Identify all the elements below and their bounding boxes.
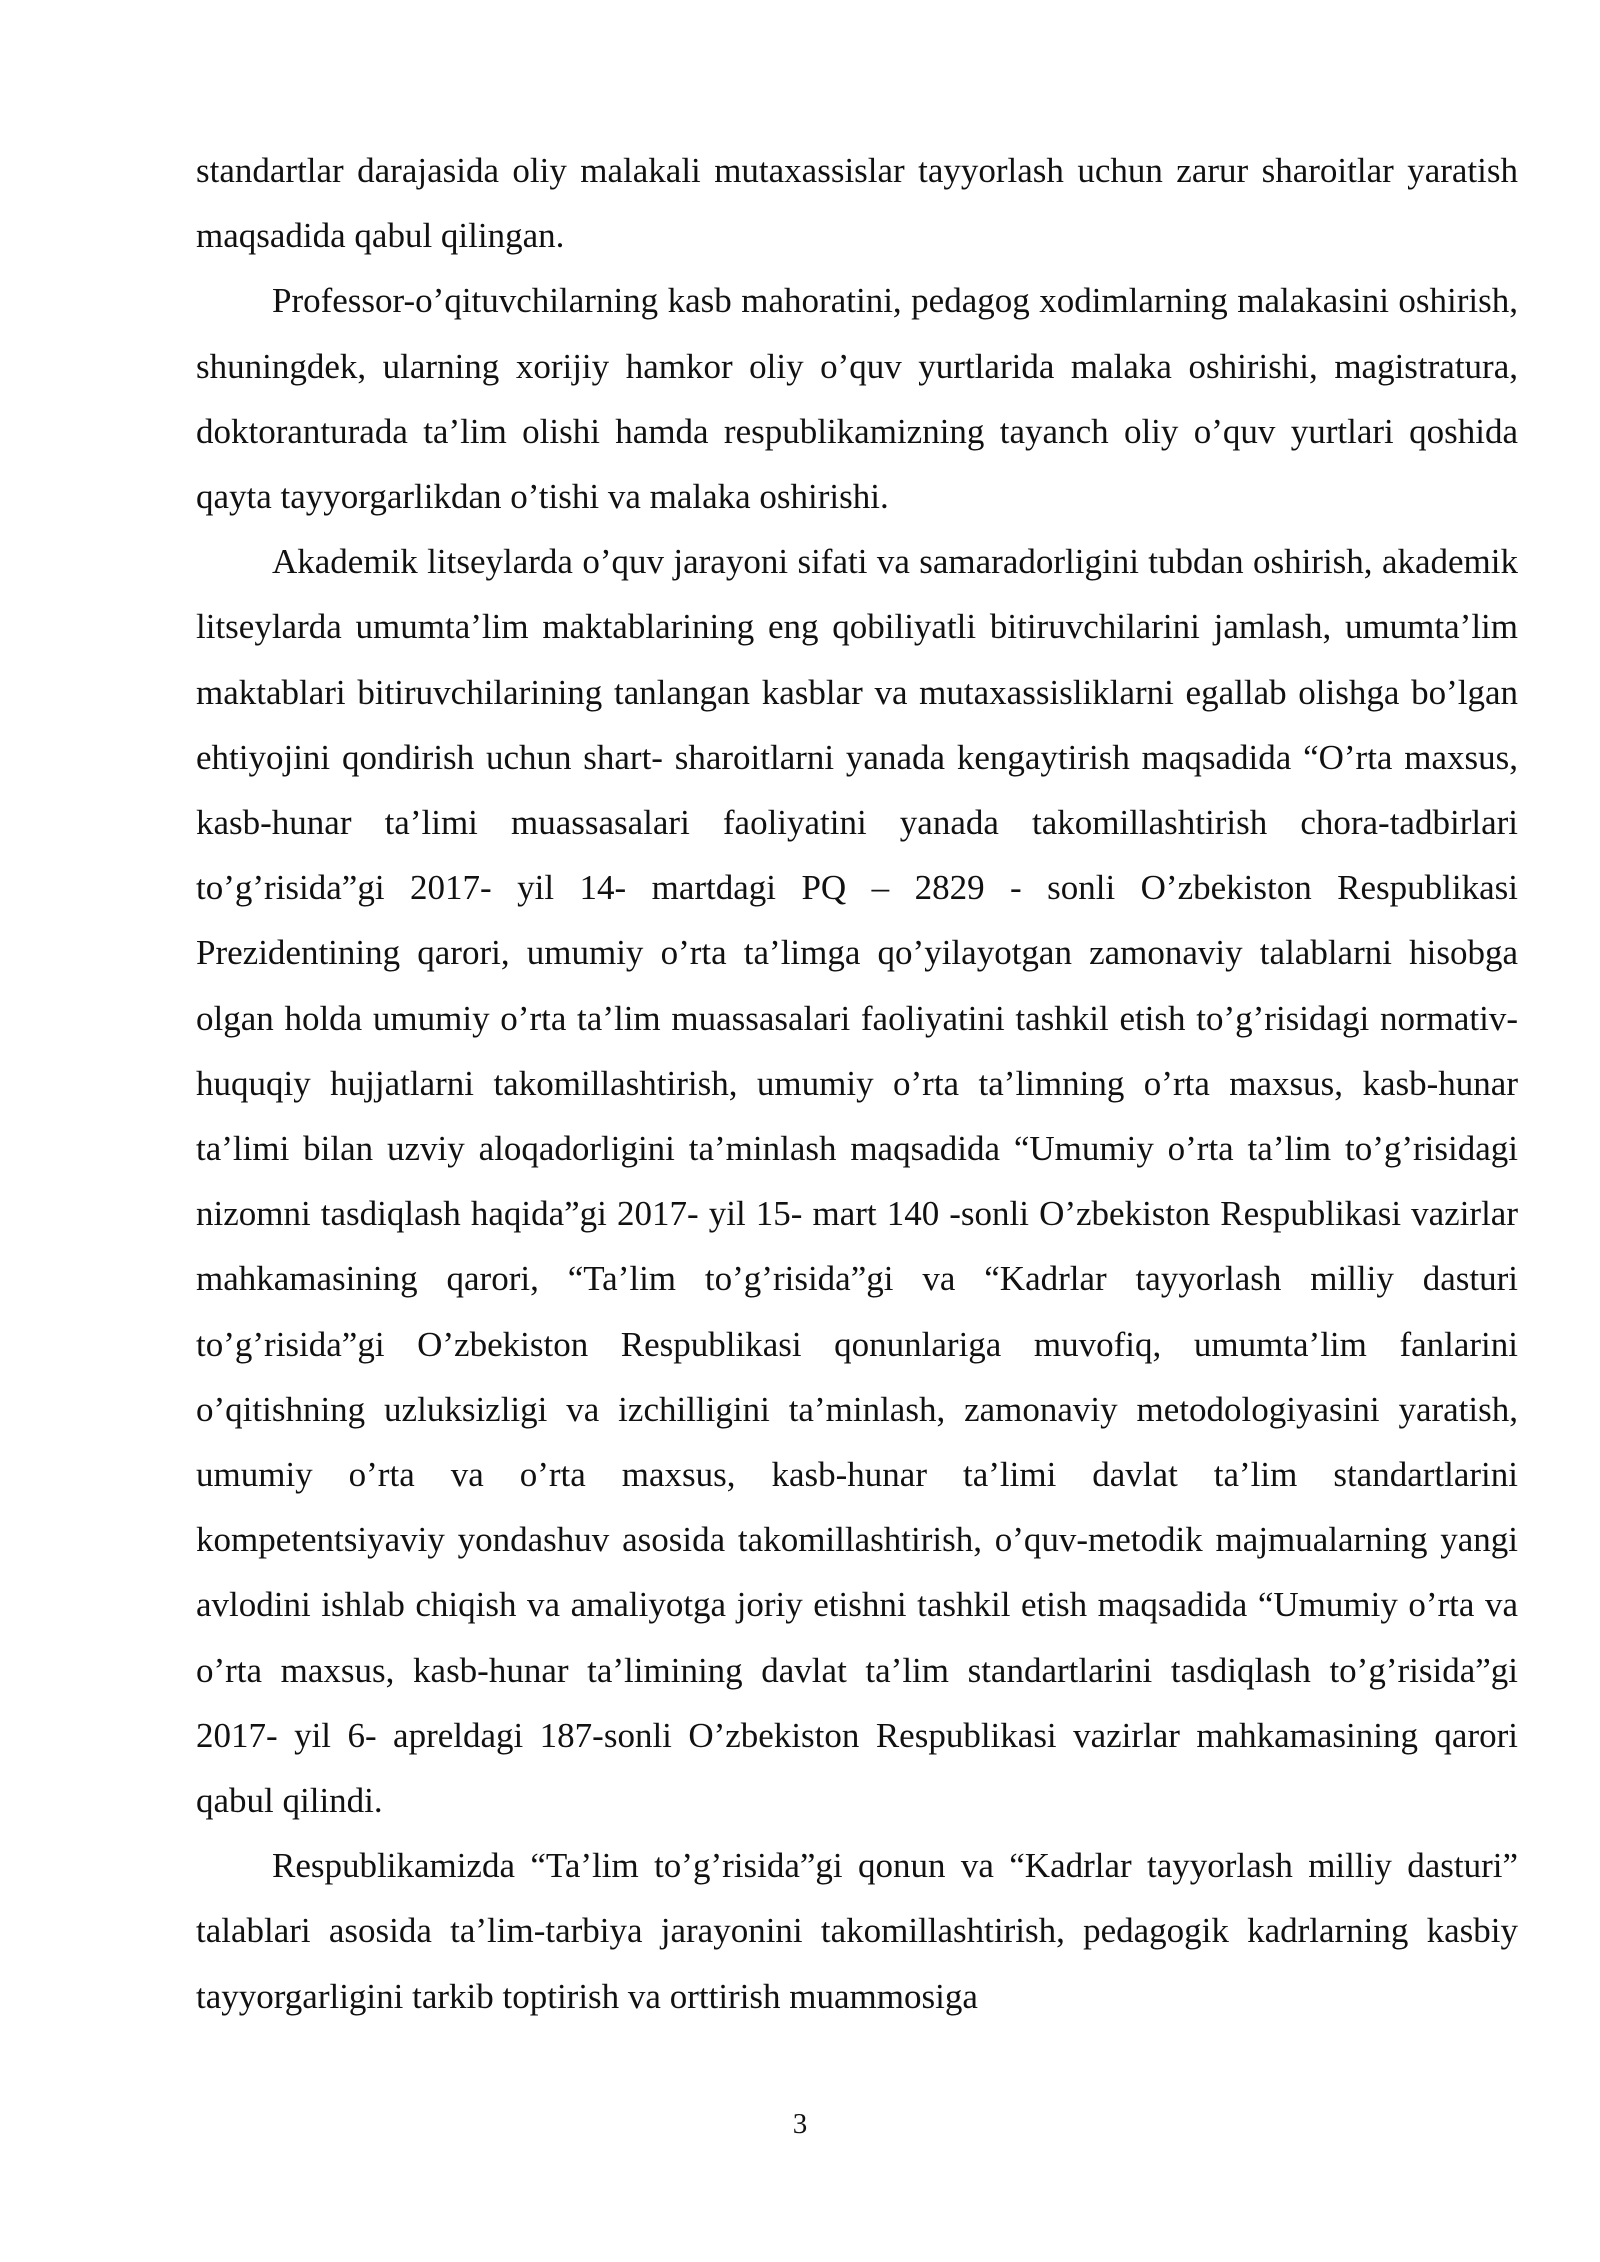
paragraph-3: Akademik litseylarda o’quv jarayoni sifati va samaradorligini tubdan oshirish, akademik litseylarda umumta’lim maktablarining eng qobiliyatli bitiruvchilarini jamlash, umumta’lim maktablari bitiruvchilarining tanlangan kasblar va mutaxassisliklarni egallab olishga bo’lgan ehtiyojini qondirish uchun shart- sharoitlarni yanada kengaytirish maqsadida “O’rta maxsus, kasb-hunar ta’limi muassasalari faoliyatini yanada takomillashtirish chora-tadbirlari to’g’risida”gi 2017- yil 14- martdagi PQ – 2829 - sonli O’zbekiston Respublikasi Prezidentining qarori, umumiy o’rta ta’limga qo’yilayotgan zamonaviy talablarni hisobga olgan holda umumiy o’rta ta’lim muassasalari faoliyatini tashkil etish to’g’risidagi normativ-huquqiy hujjatlarni takomillashtirish, umumiy o’rta ta’limning o’rta maxsus, kasb-hunar ta’limi bilan uzviy aloqadorligini ta’minlash maqsadida “Umumiy o’rta ta’lim to’g’risidagi nizomni tasdiqlash haqida”gi 2017- yil 15- mart 140 -sonli O’zbekiston Respublikasi vazirlar mahkamasining qarori, “Ta’lim to’g’risida”gi va “Kadrlar tayyorlash milliy dasturi to’g’risida”gi O’zbekiston Respublikasi qonunlariga muvofiq, umumta’lim fanlarini o’qitishning uzluksizligi va izchilligini ta’minlash, zamonaviy metodologiyasini yaratish, umumiy o’rta va o’rta maxsus, kasb-hunar ta’limi davlat ta’lim standartlarini kompetentsiyaviy yondashuv asosida takomillashtirish, o’quv-metodik majmualarning yangi avlodini ishlab chiqish va amaliyotga joriy etishni tashkil etish maqsadida “Umumiy o’rta va o’rta maxsus, kasb-hunar ta’limining davlat ta’lim standartlarini tasdiqlash to’g’risida”gi 2017- yil 6- apreldagi 187-sonli O’zbekiston Respublikasi vazirlar mahkamasining qarori qabul qilindi.: [196, 542, 1518, 1821]
paragraph-4: Respublikamizda “Ta’lim to’g’risida”gi qonun va “Kadrlar tayyorlash milliy dasturi” talablari asosida ta’lim-tarbiya jarayonini takomillashtirish, pedagogik kadrlarning kasbiy tayyorgarligini tarkib toptirish va orttirish muammosiga: [196, 1846, 1518, 2016]
paragraph-2: Professor-o’qituvchilarning kasb mahoratini, pedagog xodimlarning malakasini oshirish, shuningdek, ularning xorijiy hamkor oliy o’quv yurtlarida malaka oshirishi, magistratura, doktoranturada ta’lim olishi hamda respublikamizning tayanch oliy o’quv yurtlari qoshida qayta tayyorgarlikdan o’tishi va malaka oshirishi.: [196, 281, 1518, 517]
paragraph-1: standartlar darajasida oliy malakali mutaxassislar tayyorlash uchun zarur sharoitlar yaratish maqsadida qabul qilingan.: [196, 151, 1518, 256]
page-number: 3: [792, 2108, 808, 2140]
document-page: [196, 138, 1518, 2029]
